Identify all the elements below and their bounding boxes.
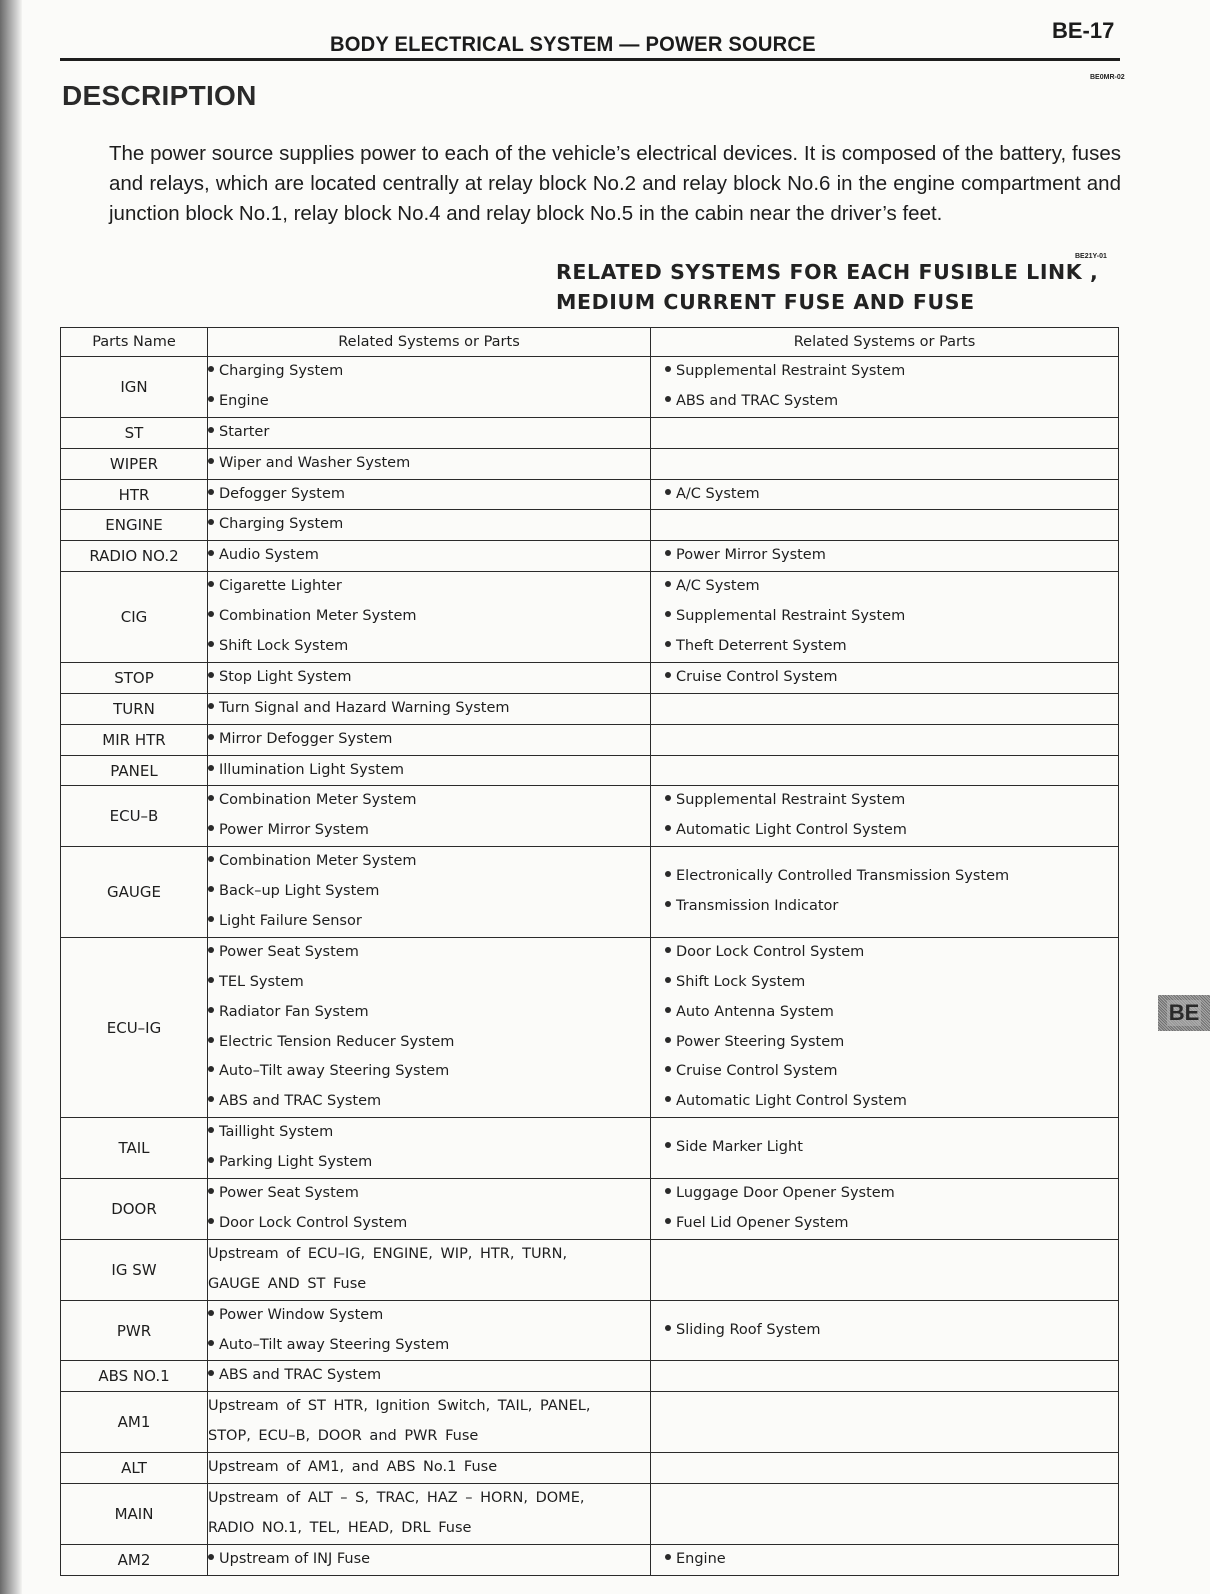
related-title-line-1: RELATED SYSTEMS FOR EACH FUSIBLE LINK , — [556, 260, 1099, 284]
related-systems-cell-b — [651, 1118, 1119, 1179]
section-heading: DESCRIPTION — [62, 80, 257, 111]
system-name: Power Mirror System — [676, 547, 826, 564]
system-list-item — [665, 816, 1118, 846]
section-code: BE0MR-02 — [1090, 74, 1125, 81]
part-name-cell: AM2 — [61, 1544, 208, 1575]
table-row — [61, 572, 1119, 663]
related-systems-cell-a — [208, 755, 651, 786]
bullet-icon — [208, 1157, 214, 1163]
upstream-text-line: RADIO NO.1, TEL, HEAD, DRL Fuse — [208, 1519, 472, 1536]
header-divider — [60, 58, 1120, 61]
bullet-icon — [665, 1066, 671, 1072]
related-systems-cell-b — [651, 693, 1119, 724]
bullet-icon — [208, 1066, 214, 1072]
system-list-item — [208, 1087, 650, 1117]
system-list-item — [208, 847, 650, 877]
system-list-item — [208, 877, 650, 907]
system-list-item — [208, 572, 650, 602]
related-systems-cell-b — [651, 755, 1119, 786]
upstream-text-line: Upstream of AM1, and ABS No.1 Fuse — [208, 1459, 498, 1476]
system-name: Illumination Light System — [219, 761, 405, 778]
bullet-icon — [208, 611, 214, 617]
part-name-cell: ALT — [61, 1453, 208, 1484]
part-name-cell: TAIL — [61, 1118, 208, 1179]
page-binding-shadow — [0, 0, 22, 1594]
system-name: ABS and TRAC System — [676, 392, 839, 409]
bullet-icon — [208, 366, 214, 372]
part-name-cell: DOOR — [61, 1179, 208, 1240]
system-list-item — [665, 1057, 1118, 1087]
table-row — [61, 662, 1119, 693]
related-systems-cell-b — [651, 479, 1119, 510]
system-list-item — [208, 1118, 650, 1148]
system-name: Automatic Light Control System — [676, 822, 907, 839]
related-systems-cell-b — [651, 937, 1119, 1117]
system-name: Cigarette Lighter — [219, 578, 342, 595]
related-systems-cell-a — [208, 724, 651, 755]
system-name: Shift Lock System — [219, 638, 349, 655]
header-parts-name: Parts Name — [61, 328, 208, 357]
bullet-icon — [665, 825, 671, 831]
related-systems-cell-b — [651, 448, 1119, 479]
system-name: Supplemental Restraint System — [676, 792, 906, 809]
description-paragraph: The power source supplies power to each of the vehicle’s electrical devices. It is composed of the battery, fuses and relays, which are located centrally at relay block No.2 and relay block No.6 in the engine compartment and junction block No.1, relay block No.4 and relay block No.5 in the cabin near the driver’s feet. — [109, 142, 1121, 225]
table-row — [61, 417, 1119, 448]
bullet-icon — [208, 795, 214, 801]
part-name-cell: STOP — [61, 662, 208, 693]
part-name-cell: ENGINE — [61, 510, 208, 541]
bullet-icon — [665, 1218, 671, 1224]
system-name: Luggage Door Opener System — [676, 1185, 895, 1202]
part-name-cell: PANEL — [61, 755, 208, 786]
system-list-item — [208, 449, 650, 479]
system-list-item — [665, 357, 1118, 387]
system-name: Power Seat System — [219, 943, 359, 960]
system-list-item — [208, 1361, 650, 1391]
part-name-cell: TURN — [61, 693, 208, 724]
table-row — [61, 1118, 1119, 1179]
bullet-icon — [208, 916, 214, 922]
bullet-icon — [208, 519, 214, 525]
bullet-icon — [208, 489, 214, 495]
upstream-text-line: STOP, ECU–B, DOOR and PWR Fuse — [208, 1428, 479, 1445]
table-row — [61, 1179, 1119, 1240]
system-name: Automatic Light Control System — [676, 1093, 907, 1110]
bullet-icon — [208, 1007, 214, 1013]
system-list-item — [665, 1316, 1118, 1346]
system-name: Theft Deterrent System — [676, 638, 847, 655]
system-list-item — [665, 387, 1118, 417]
system-name: Defogger System — [219, 485, 346, 502]
related-systems-cell-b — [651, 1453, 1119, 1484]
related-systems-cell-a — [208, 479, 651, 510]
system-name: Electronically Controlled Transmission System — [676, 868, 1010, 885]
system-list-item — [208, 786, 650, 816]
table-row — [61, 1239, 1119, 1300]
bullet-icon — [208, 1554, 214, 1560]
bullet-icon — [208, 1340, 214, 1346]
system-name: Auto Antenna System — [676, 1003, 834, 1020]
bullet-icon — [208, 886, 214, 892]
part-name-cell: WIPER — [61, 448, 208, 479]
bullet-icon — [665, 871, 671, 877]
system-list-item — [208, 663, 650, 693]
system-list-item — [208, 968, 650, 998]
bullet-icon — [665, 947, 671, 953]
bullet-icon — [208, 734, 214, 740]
related-systems-cell-a — [208, 1453, 651, 1484]
system-list-item — [665, 892, 1118, 922]
table-row — [61, 357, 1119, 418]
system-list-item — [208, 602, 650, 632]
system-list-item — [665, 1179, 1118, 1209]
system-name: Wiper and Washer System — [219, 454, 411, 471]
system-list-item — [208, 1209, 650, 1239]
system-name: Combination Meter System — [219, 792, 417, 809]
bullet-icon — [665, 396, 671, 402]
bullet-icon — [665, 550, 671, 556]
system-name: Transmission Indicator — [676, 898, 839, 915]
system-list-item — [208, 756, 650, 786]
system-name: Engine — [219, 392, 269, 409]
part-name-cell: ABS NO.1 — [61, 1361, 208, 1392]
related-section-code: BE21Y-01 — [1075, 253, 1107, 260]
system-list-item — [208, 418, 650, 448]
system-list-item — [208, 1028, 650, 1058]
related-systems-cell-a — [208, 417, 651, 448]
system-list-item — [665, 998, 1118, 1028]
bullet-icon — [665, 1007, 671, 1013]
related-systems-cell-b — [651, 1361, 1119, 1392]
bullet-icon — [665, 977, 671, 983]
table-row — [61, 755, 1119, 786]
part-name-cell: ECU–IG — [61, 937, 208, 1117]
bullet-icon — [208, 765, 214, 771]
related-systems-cell-b — [651, 662, 1119, 693]
related-systems-cell-b — [651, 510, 1119, 541]
bullet-icon — [208, 1310, 214, 1316]
system-list-item — [208, 1545, 650, 1575]
table-row — [61, 479, 1119, 510]
bullet-icon — [208, 856, 214, 862]
system-name: Auto–Tilt away Steering System — [219, 1063, 450, 1080]
related-systems-cell-a — [208, 937, 651, 1117]
system-list-item — [208, 694, 650, 724]
system-name: ABS and TRAC System — [219, 1367, 382, 1384]
system-name: Combination Meter System — [219, 853, 417, 870]
table-row — [61, 1392, 1119, 1453]
table-row — [61, 847, 1119, 938]
bullet-icon — [208, 1370, 214, 1376]
table-row — [61, 1544, 1119, 1575]
system-list-item — [208, 387, 650, 417]
related-systems-cell-b — [651, 724, 1119, 755]
system-list-item — [665, 1209, 1118, 1239]
part-name-cell: IG SW — [61, 1239, 208, 1300]
bullet-icon — [665, 1554, 671, 1560]
system-list-item — [665, 541, 1118, 571]
related-systems-cell-a — [208, 1118, 651, 1179]
bullet-icon — [208, 977, 214, 983]
related-systems-cell-a — [208, 510, 651, 541]
system-name: Mirror Defogger System — [219, 730, 393, 747]
header-related-systems-a: Related Systems or Parts — [208, 328, 651, 357]
system-name: Cruise Control System — [676, 1063, 838, 1080]
system-name: Charging System — [219, 363, 344, 379]
related-systems-cell-a — [208, 357, 651, 418]
system-list-item — [208, 510, 650, 540]
related-systems-cell-a — [208, 1483, 651, 1544]
system-name: TEL System — [219, 973, 304, 990]
page-header-title: BODY ELECTRICAL SYSTEM — POWER SOURCE — [330, 33, 816, 56]
part-name-cell: GAUGE — [61, 847, 208, 938]
bullet-icon — [665, 1096, 671, 1102]
bullet-icon — [665, 581, 671, 587]
system-list-item — [208, 1179, 650, 1209]
part-name-cell: MAIN — [61, 1483, 208, 1544]
system-name: Audio System — [219, 547, 319, 564]
bullet-icon — [665, 489, 671, 495]
system-name: Radiator Fan System — [219, 1003, 369, 1020]
system-name: Power Seat System — [219, 1185, 359, 1202]
bullet-icon — [208, 581, 214, 587]
system-list-item — [208, 632, 650, 662]
table-header-row — [61, 328, 1119, 357]
section-side-tab-label: BE — [1168, 1000, 1200, 1025]
part-name-cell: MIR HTR — [61, 724, 208, 755]
system-name: Power Mirror System — [219, 822, 369, 839]
related-systems-cell-a — [208, 541, 651, 572]
system-list-item — [665, 786, 1118, 816]
related-systems-cell-a — [208, 662, 651, 693]
table-row — [61, 448, 1119, 479]
system-list-item — [208, 1331, 650, 1361]
table-row — [61, 541, 1119, 572]
bullet-icon — [665, 1142, 671, 1148]
table-row — [61, 724, 1119, 755]
system-name: Combination Meter System — [219, 608, 417, 625]
bullet-icon — [208, 1218, 214, 1224]
upstream-text-line: Upstream of ST HTR, Ignition Switch, TAIL, PANEL, — [208, 1398, 591, 1415]
bullet-icon — [208, 1096, 214, 1102]
system-list-item — [208, 998, 650, 1028]
system-name: Turn Signal and Hazard Warning System — [219, 699, 510, 716]
related-systems-cell-b — [651, 1544, 1119, 1575]
related-systems-cell-b — [651, 572, 1119, 663]
system-list-item — [208, 725, 650, 755]
related-systems-cell-a — [208, 1300, 651, 1361]
system-name: Auto–Tilt away Steering System — [219, 1336, 450, 1353]
part-name-cell: HTR — [61, 479, 208, 510]
related-systems-cell-a — [208, 847, 651, 938]
bullet-icon — [208, 1127, 214, 1133]
related-systems-cell-a — [208, 448, 651, 479]
system-list-item — [665, 968, 1118, 998]
system-list-item — [665, 602, 1118, 632]
related-systems-cell-b — [651, 541, 1119, 572]
system-name: Cruise Control System — [676, 668, 838, 685]
upstream-text-line: GAUGE AND ST Fuse — [208, 1275, 367, 1292]
table-row — [61, 510, 1119, 541]
bullet-icon — [208, 427, 214, 433]
system-name: Door Lock Control System — [219, 1214, 408, 1231]
related-systems-cell-b — [651, 786, 1119, 847]
system-name: Supplemental Restraint System — [676, 363, 906, 379]
related-systems-cell-a — [208, 1544, 651, 1575]
system-list-item — [665, 480, 1118, 510]
system-name: Fuel Lid Opener System — [676, 1214, 849, 1231]
part-name-cell: CIG — [61, 572, 208, 663]
related-systems-cell-b — [651, 1179, 1119, 1240]
related-systems-cell-a — [208, 572, 651, 663]
system-list-item — [665, 938, 1118, 968]
related-systems-cell-b — [651, 1239, 1119, 1300]
table-row — [61, 1361, 1119, 1392]
system-name: Charging System — [219, 516, 344, 533]
system-name: Electric Tension Reducer System — [219, 1033, 455, 1050]
bullet-icon — [665, 1188, 671, 1194]
related-systems-cell-a — [208, 1361, 651, 1392]
bullet-icon — [208, 947, 214, 953]
system-name: Shift Lock System — [676, 973, 806, 990]
table-row — [61, 693, 1119, 724]
bullet-icon — [208, 550, 214, 556]
related-systems-cell-a — [208, 1392, 651, 1453]
bullet-icon — [665, 366, 671, 372]
system-name: Back–up Light System — [219, 883, 380, 900]
system-name: ABS and TRAC System — [219, 1093, 382, 1110]
part-name-cell: ECU–B — [61, 786, 208, 847]
upstream-text-line: Upstream of ECU–IG, ENGINE, WIP, HTR, TURN, — [208, 1245, 568, 1262]
related-systems-cell-b — [651, 847, 1119, 938]
bullet-icon — [665, 672, 671, 678]
part-name-cell: IGN — [61, 357, 208, 418]
bullet-icon — [208, 1037, 214, 1043]
related-systems-title — [556, 257, 1126, 317]
system-name: Taillight System — [219, 1124, 334, 1141]
bullet-icon — [208, 703, 214, 709]
related-systems-cell-b — [651, 1300, 1119, 1361]
part-name-cell: PWR — [61, 1300, 208, 1361]
bullet-icon — [665, 1325, 671, 1331]
related-systems-cell-b — [651, 1483, 1119, 1544]
system-list-item — [665, 1087, 1118, 1117]
upstream-text-line: Upstream of ALT – S, TRAC, HAZ – HORN, DOME, — [208, 1489, 585, 1506]
table-row — [61, 937, 1119, 1117]
table-row — [61, 1453, 1119, 1484]
bullet-icon — [208, 458, 214, 464]
bullet-icon — [208, 641, 214, 647]
page-number: BE-17 — [1052, 18, 1115, 43]
system-list-item — [665, 572, 1118, 602]
bullet-icon — [208, 825, 214, 831]
system-name: Upstream of INJ Fuse — [219, 1550, 371, 1567]
bullet-icon — [208, 1188, 214, 1194]
bullet-icon — [665, 611, 671, 617]
fuse-related-systems-table — [60, 327, 1119, 1576]
table-row — [61, 1483, 1119, 1544]
bullet-icon — [665, 795, 671, 801]
related-systems-cell-a — [208, 1179, 651, 1240]
related-systems-cell-a — [208, 786, 651, 847]
related-systems-cell-a — [208, 693, 651, 724]
system-list-item — [208, 1057, 650, 1087]
system-list-item — [208, 907, 650, 937]
system-list-item — [665, 632, 1118, 662]
system-name: A/C System — [676, 578, 760, 595]
system-name: Door Lock Control System — [676, 943, 865, 960]
system-name: Sliding Roof System — [676, 1321, 821, 1338]
part-name-cell: RADIO NO.2 — [61, 541, 208, 572]
part-name-cell: AM1 — [61, 1392, 208, 1453]
bullet-icon — [665, 901, 671, 907]
related-systems-cell-a — [208, 1239, 651, 1300]
system-list-item — [665, 1028, 1118, 1058]
bullet-icon — [665, 641, 671, 647]
system-name: A/C System — [676, 485, 760, 502]
related-systems-cell-b — [651, 357, 1119, 418]
table-row — [61, 1300, 1119, 1361]
system-name: Stop Light System — [219, 668, 352, 685]
system-list-item — [665, 663, 1118, 693]
system-list-item — [665, 862, 1118, 892]
system-list-item — [208, 938, 650, 968]
system-name: Side Marker Light — [676, 1139, 803, 1156]
system-name: Power Window System — [219, 1306, 384, 1323]
bullet-icon — [665, 1037, 671, 1043]
system-list-item — [208, 357, 650, 387]
system-list-item — [665, 1133, 1118, 1163]
system-name: Engine — [676, 1550, 726, 1567]
related-title-line-2: MEDIUM CURRENT FUSE AND FUSE — [556, 290, 975, 314]
system-list-item — [208, 1148, 650, 1178]
bullet-icon — [208, 396, 214, 402]
system-name: Parking Light System — [219, 1154, 373, 1171]
table-row — [61, 786, 1119, 847]
system-list-item — [208, 541, 650, 571]
system-name: Power Steering System — [676, 1033, 845, 1050]
system-list-item — [208, 1301, 650, 1331]
system-name: Light Failure Sensor — [219, 913, 362, 930]
related-systems-cell-b — [651, 1392, 1119, 1453]
bullet-icon — [208, 672, 214, 678]
related-systems-cell-b — [651, 417, 1119, 448]
part-name-cell: ST — [61, 417, 208, 448]
system-name: Supplemental Restraint System — [676, 608, 906, 625]
section-side-tab — [1158, 995, 1210, 1031]
system-list-item — [208, 816, 650, 846]
system-list-item — [665, 1545, 1118, 1575]
system-name: Starter — [219, 423, 270, 440]
header-related-systems-b: Related Systems or Parts — [651, 328, 1119, 357]
system-list-item — [208, 480, 650, 510]
